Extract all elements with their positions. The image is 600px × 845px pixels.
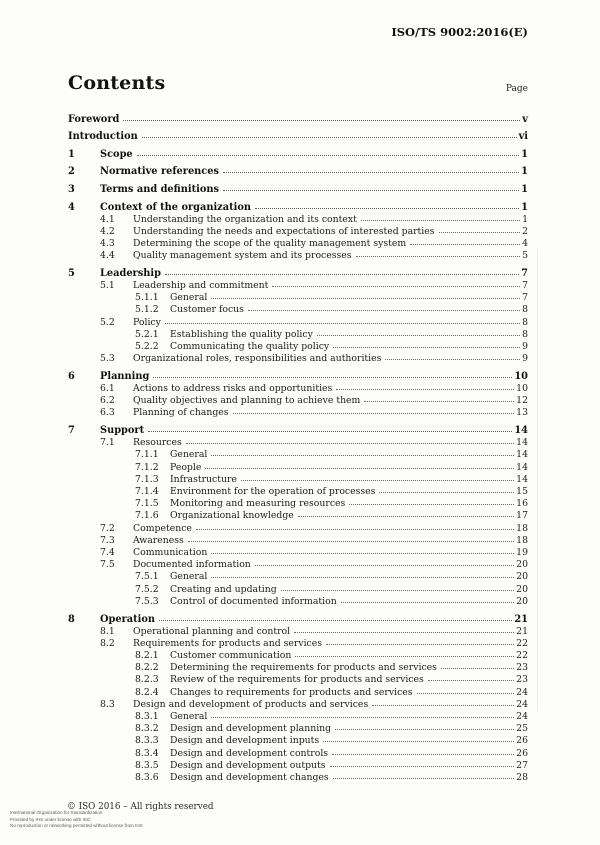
toc-entry-number: 6.2 [100,395,115,407]
dot-leader [336,389,514,390]
copyright-notice: © ISO 2016 – All rights reserved [67,802,214,812]
toc-entry-page: 15 [516,486,528,497]
toc-entry-number: 7.1 [100,437,115,449]
toc-entry-title: Environment for the operation of processes [170,486,376,497]
toc-entry-title: Understanding the needs and expectations of interested parties [133,225,435,237]
dot-leader [372,705,514,706]
toc-entry-title: Terms and definitions [100,183,220,195]
toc-entry-number: 8.1 [100,625,115,637]
toc-entry-number: 5.2.1 [135,328,159,340]
toc-entry [68,437,528,449]
toc-entry-page: 1 [521,148,528,160]
toc-entry [68,699,528,711]
dot-leader [341,602,514,603]
toc-entry-page: 25 [516,723,528,735]
toc-entry [68,341,528,353]
toc-entry-title: Customer communication [170,650,292,662]
toc-entry-title: Operational planning and control [133,625,291,637]
toc-entry-title: Customer focus [170,304,244,316]
dot-leader [295,656,514,657]
toc-entry-number: 7.5 [100,559,115,571]
toc-entry-page: 20 [516,571,528,583]
toc-entry [68,383,528,395]
dot-leader [248,310,520,311]
toc-entry-number: 4 [68,201,75,213]
toc-entry [68,510,528,522]
toc-entry-page: 10 [516,382,528,394]
toc-entry-title: Design and development changes [170,772,329,784]
toc-entry-number: 7.2 [100,522,115,534]
dot-leader [148,431,512,432]
page-column-label: Page [505,84,528,94]
dot-leader [186,443,514,444]
toc-entry-number: 8.3.5 [135,759,159,771]
toc-entry-page: 28 [516,772,528,784]
toc-entry-page: 8 [522,304,528,316]
toc-entry-page: 9 [522,340,528,352]
toc-entry [68,662,528,674]
fine-print-line: International Organization for Standardization [10,810,103,815]
toc-entry [68,523,528,535]
dot-leader [233,413,515,414]
toc-entry [68,304,528,316]
toc-entry-page: 20 [516,559,528,571]
toc-entry-title: Determining the scope of the quality management system [133,237,407,249]
toc-entry-page: 22 [516,637,528,649]
dot-leader [165,323,520,324]
toc-entry [68,395,528,407]
toc-entry-number: 8.3.1 [135,711,159,723]
toc-entry [68,486,528,498]
toc-entry [68,687,528,699]
toc-entry [68,353,528,365]
toc-entry [68,498,528,510]
toc-entry [68,226,528,238]
toc-entry-number: 8.3.6 [135,772,159,784]
toc-entry-number: 5.2.2 [135,340,159,352]
toc-entry-number: 7.1.5 [135,498,159,510]
dot-leader [385,359,520,360]
toc-entry-title: Understanding the organization and its context [133,213,357,225]
toc-entry-page: 1 [522,213,528,225]
toc-entry [68,772,528,784]
toc-list [68,108,528,784]
toc-entry [68,474,528,486]
toc-entry [68,238,528,250]
toc-entry [68,201,528,214]
toc-entry-number: 5.1.1 [135,292,159,304]
dot-leader [159,620,512,621]
toc-entry-title: Control of documented information [170,595,337,607]
toc-entry [68,638,528,650]
toc-entry-number: 7.3 [100,534,115,546]
toc-entry-page: vi [518,131,528,143]
toc-entry-number: 5 [68,267,75,279]
toc-entry-page: 7 [522,292,528,304]
toc-entry-title: Competence [133,522,192,534]
toc-entry-number: 7 [68,425,75,437]
toc-entry [68,462,528,474]
toc-entry-page: 24 [516,711,528,723]
toc-entry [68,760,528,772]
toc-entry-page: 17 [516,510,528,522]
toc-entry-title: Documented information [133,559,251,571]
toc-entry-page: 4 [522,237,528,249]
toc-entry-title: Planning [100,370,150,382]
toc-entry-page: 7 [522,279,528,291]
toc-entry-title: General [170,292,208,304]
toc-entry-title: Design and development of products and services [133,698,369,710]
toc-entry-number: 4.3 [100,237,115,249]
toc-entry-title: General [170,449,208,461]
dot-leader [364,401,514,402]
toc-entry-page: 20 [516,595,528,607]
toc-entry-page: 23 [516,662,528,674]
dot-leader [123,120,520,121]
toc-entry-number: 4.1 [100,213,115,225]
toc-entry-page: 26 [516,747,528,759]
toc-entry-number: 8.2.3 [135,674,159,686]
toc-entry-number: 7.1.1 [135,449,159,461]
toc-entry-number: 8.3.3 [135,735,159,747]
dot-leader [379,492,514,493]
toc-entry [68,735,528,747]
toc-entry [68,113,528,126]
dot-leader [317,335,520,336]
toc-entry-title: Quality objectives and planning to achieve them [133,395,361,407]
toc-entry-number: 8.3 [100,698,115,710]
dot-leader [349,504,514,505]
toc-entry [68,280,528,292]
toc-entry-number: 4.4 [100,250,115,262]
toc-entry-number: 5.3 [100,353,115,365]
dot-leader [196,529,514,530]
toc-entry-title: General [170,571,208,583]
dot-leader [255,208,519,209]
toc-entry [68,650,528,662]
toc-entry-page: 8 [522,316,528,328]
toc-entry [68,407,528,419]
toc-entry-number: 5.1.2 [135,304,159,316]
toc-entry-page: 12 [516,395,528,407]
dot-leader [439,232,521,233]
toc-entry-title: Communicating the quality policy [170,340,330,352]
toc-entry-number: 8.2 [100,637,115,649]
toc-entry-title: Monitoring and measuring resources [170,498,346,510]
toc-entry-title: Scope [100,148,133,160]
toc-entry-number: 7.1.6 [135,510,159,522]
toc-entry [68,130,528,143]
toc-entry-title: Requirements for products and services [133,637,323,649]
toc-entry-number: 7.1.2 [135,461,159,473]
toc-entry-page: 14 [516,437,528,449]
toc-entry-page: 9 [522,353,528,365]
dot-leader [188,541,514,542]
toc-entry-number: 5.1 [100,279,115,291]
dot-leader [323,741,514,742]
toc-entry-title: Quality management system and its processes [133,250,352,262]
dot-leader [356,256,521,257]
toc-entry-page: 27 [516,759,528,771]
toc-entry-title: Establishing the quality policy [170,328,313,340]
toc-entry-title: Leadership and commitment [133,279,269,291]
toc-entry-title: Determining the requirements for products and services [170,662,437,674]
toc-entry-title: Organizational knowledge [170,510,294,522]
toc-entry-title: People [170,461,202,473]
toc-entry-number: 7.5.1 [135,571,159,583]
toc-entry-title: Normative references [100,166,220,178]
toc-entry-number: 7.5.3 [135,595,159,607]
toc-entry-title: Foreword [68,113,120,125]
dot-leader [205,468,514,469]
dot-leader [211,455,514,456]
toc-entry-page: 18 [516,534,528,546]
toc-entry [68,748,528,760]
toc-entry [68,613,528,626]
toc-entry-page: v [522,113,528,125]
toc-entry-number: 5.2 [100,316,115,328]
toc-entry [68,250,528,262]
toc-entry [68,317,528,329]
dot-leader [335,729,514,730]
toc-entry [68,674,528,686]
toc-entry-number: 2 [68,166,75,178]
toc-entry [68,292,528,304]
toc-entry-title: Support [100,425,145,437]
toc-entry-number: 8.2.1 [135,650,159,662]
toc-entry-title: Design and development inputs [170,735,320,747]
dot-leader [211,298,520,299]
toc-entry [68,596,528,608]
toc-entry-page: 23 [516,674,528,686]
toc-entry [68,723,528,735]
toc-entry-page: 16 [516,498,528,510]
toc-entry [68,267,528,280]
dot-leader [223,172,519,173]
toc-entry [68,559,528,571]
toc-entry-page: 26 [516,735,528,747]
dot-leader [326,644,514,645]
toc-entry-page: 21 [514,613,528,625]
toc-entry [68,547,528,559]
scan-artifact-line [537,250,538,710]
dot-leader [298,516,514,517]
dot-leader [330,766,515,767]
toc-entry-number: 6.1 [100,382,115,394]
toc-entry-page: 19 [516,547,528,559]
toc-entry-page: 14 [516,461,528,473]
dot-leader [441,668,514,669]
fine-print-line: No reproduction or networking permitted without license from IHS [10,823,143,829]
dot-leader [137,155,520,156]
toc-entry-number: 7.1.4 [135,486,159,497]
toc-entry [68,449,528,461]
toc-entry-title: Organizational roles, responsibilities and authorities [133,353,382,365]
toc-entry-page: 1 [521,183,528,195]
toc-entry-title: Awareness [133,534,184,546]
toc-entry-title: Resources [133,437,182,449]
dot-leader [153,377,512,378]
toc-entry-title: Design and development controls [170,747,329,759]
fine-print-line: Provided by IHS under license with ISO [10,816,91,822]
dot-leader [142,137,517,138]
dot-leader [241,480,514,481]
toc-entry-title: Policy [133,316,161,328]
toc-entry-title: Introduction [68,131,138,143]
toc-entry [68,183,528,196]
toc-entry-page: 24 [516,698,528,710]
dot-leader [333,778,514,779]
toc-entry-page: 22 [516,650,528,662]
dot-leader [281,590,514,591]
toc-entry-number: 3 [68,183,75,195]
toc-entry-page: 7 [521,267,528,279]
toc-entry-page: 20 [516,583,528,595]
toc-entry [68,148,528,161]
dot-leader [272,286,520,287]
toc-entry-number: 6.3 [100,407,115,419]
toc-entry-number: 7.5.2 [135,583,159,595]
license-fine-print [10,810,143,830]
toc-entry-page: 8 [522,328,528,340]
toc-entry-title: General [170,711,208,723]
toc-entry [68,329,528,341]
toc-entry-number: 7.4 [100,547,115,559]
toc-entry-number: 8.2.2 [135,662,159,674]
toc-entry-number: 8.3.2 [135,723,159,735]
toc-entry [68,535,528,547]
toc-entry-number: 8 [68,613,75,625]
dot-leader [332,754,514,755]
toc-entry-title: Review of the requirements for products and services [170,674,424,686]
dot-leader [211,577,514,578]
toc-entry [68,711,528,723]
toc-entry-page: 14 [516,449,528,461]
toc-entry-number: 7.1.3 [135,473,159,485]
toc-entry-title: Creating and updating [170,583,277,595]
dot-leader [211,717,514,718]
toc-entry [68,626,528,638]
toc-entry-title: Actions to address risks and opportunities [133,382,333,394]
toc-entry-title: Communication [133,547,208,559]
dot-leader [333,347,520,348]
toc-entry-number: 8.3.4 [135,747,159,759]
toc-entry-title: Infrastructure [170,473,237,485]
toc-entry [68,165,528,178]
toc-entry-page: 18 [516,522,528,534]
toc-entry-number: 6 [68,370,75,382]
dot-leader [294,632,514,633]
dot-leader [428,680,514,681]
dot-leader [417,693,515,694]
toc-entry-title: Context of the organization [100,201,251,213]
toc-entry-page: 13 [516,407,528,419]
dot-leader [255,565,514,566]
document-code: ISO/TS 9002:2016(E) [391,25,528,39]
toc-entry-title: Design and development planning [170,723,332,735]
toc-entry [68,214,528,226]
toc-entry [68,584,528,596]
page-title: Contents [68,72,166,94]
toc-entry-title: Operation [100,613,156,625]
toc-entry-title: Changes to requirements for products and services [170,686,413,698]
toc-entry-page: 2 [522,225,528,237]
dot-leader [361,220,520,221]
toc-entry-page: 14 [516,473,528,485]
toc-entry-number: 4.2 [100,225,115,237]
toc-entry-number: 1 [68,148,75,160]
toc-entry [68,370,528,383]
toc-entry [68,571,528,583]
toc-entry-title: Planning of changes [133,407,229,419]
dot-leader [211,553,514,554]
toc-entry-title: Leadership [100,267,161,279]
dot-leader [410,244,520,245]
toc-entry-page: 1 [521,166,528,178]
toc-entry-page: 10 [514,370,528,382]
toc-entry-number: 8.2.4 [135,686,159,698]
toc-entry-page: 1 [521,201,528,213]
dot-leader [223,190,519,191]
toc-entry-page: 24 [516,686,528,698]
toc-entry [68,424,528,437]
toc-entry-title: Design and development outputs [170,759,326,771]
dot-leader [165,274,519,275]
toc-entry-page: 14 [514,425,528,437]
toc-entry-page: 5 [522,250,528,262]
toc-entry-page: 21 [516,625,528,637]
